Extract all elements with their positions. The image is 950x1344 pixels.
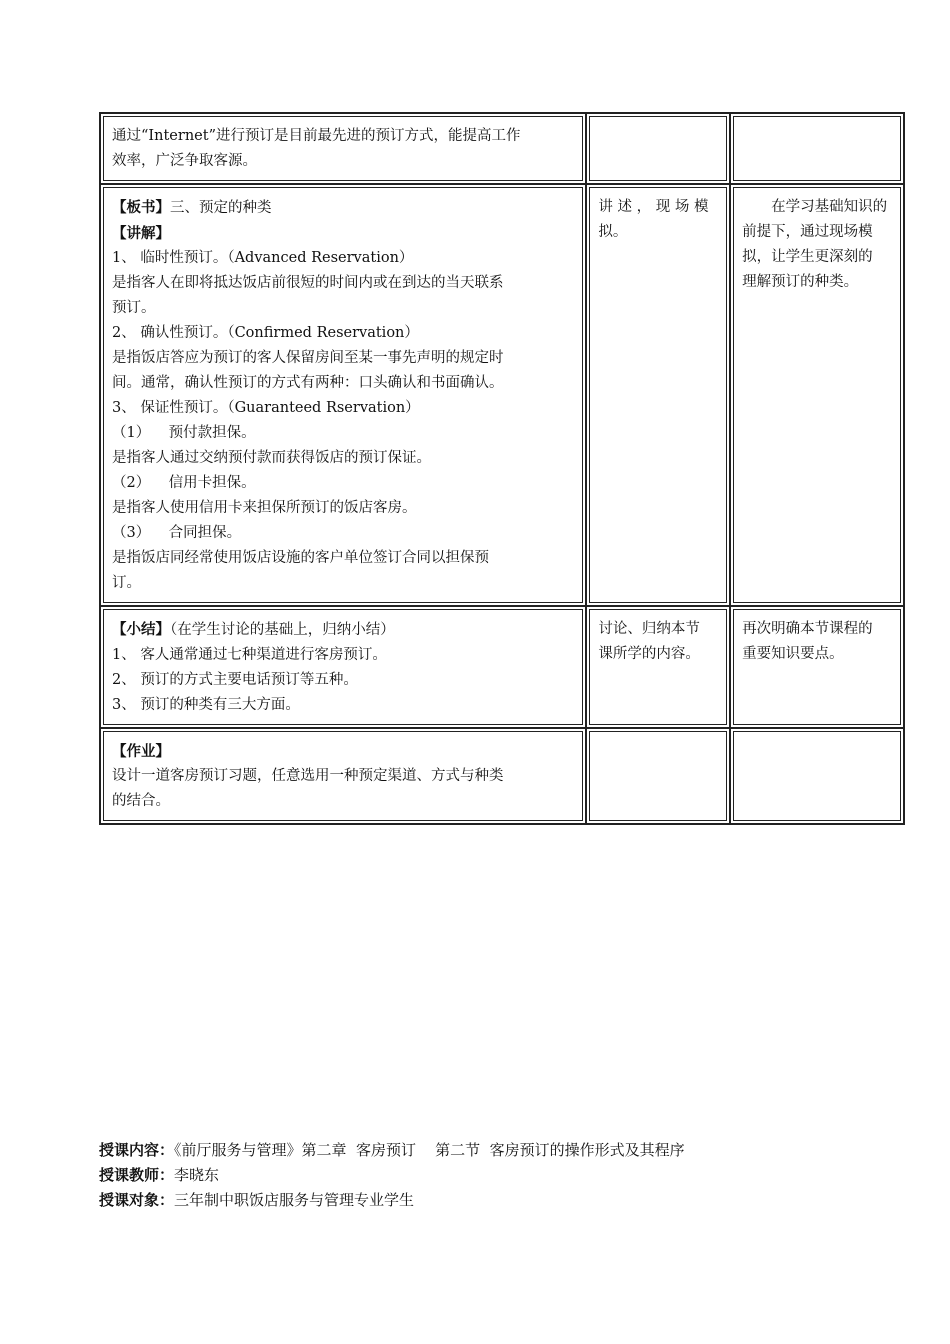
text-line: 课所学的内容。: [598, 646, 700, 662]
text-line: 是指客人使用信用卡来担保所预订的饭店客房。: [112, 500, 417, 516]
text-line: 讨论、归纳本节: [598, 621, 700, 637]
intent-cell: [730, 606, 904, 728]
intent-cell: [730, 113, 904, 184]
text-line: 1、 客人通常通过七种渠道进行客房预订。: [112, 647, 387, 663]
text-line: 预订。: [112, 300, 156, 316]
text-line: 订。: [112, 575, 141, 591]
text-line: 理解预订的种类。: [742, 274, 859, 290]
heading-text: 三、预定的种类: [170, 200, 272, 216]
text-line: 通过“Internet”进行预订是目前最先进的预订方式，能提高工作: [112, 128, 521, 144]
lesson-audience: [99, 1188, 685, 1213]
text-line: 3、 预订的种类有三大方面。: [112, 697, 300, 713]
text-line: 间。通常，确认性预订的方式有两种：口头确认和书面确认。: [112, 375, 504, 391]
sub-heading-tag: 【讲解】: [112, 225, 170, 242]
text-line: （1） 预付款担保。: [112, 425, 256, 441]
section-heading: [112, 617, 576, 643]
method-cell: [586, 606, 730, 728]
text-line: 2、 预订的方式主要电话预订等五种。: [112, 672, 358, 688]
text-line: 是指饭店答应为预订的客人保留房间至某一事先声明的规定时: [112, 350, 504, 366]
method-cell: [586, 184, 730, 606]
lesson-info: [99, 1138, 685, 1213]
text-line: 再次明确本节课程的: [742, 621, 873, 637]
content-value: 《前厅服务与管理》第二章 客房预订 第二节 客房预订的操作形式及其程序: [174, 1141, 685, 1159]
content-label: 授课内容：: [99, 1141, 175, 1159]
text-line: 在学习基础知识的: [771, 199, 888, 215]
content-cell: [100, 606, 586, 728]
teacher-label: 授课教师：: [99, 1166, 175, 1184]
content-cell: [100, 184, 586, 606]
heading-tag: 【小结】: [112, 621, 170, 638]
table-row: [100, 184, 904, 606]
audience-value: 三年制中职饭店服务与管理专业学生: [174, 1191, 415, 1209]
text-line: 前提下，通过现场模: [742, 224, 873, 240]
text-line: 1、 临时性预订。（Advanced Reservation）: [112, 250, 414, 266]
lesson-content: [99, 1138, 685, 1163]
text-line: 拟，让学生更深刻的: [742, 249, 873, 265]
content-cell: [100, 728, 586, 824]
text-line: 讲 述 ， 现 场 模: [598, 199, 709, 215]
method-cell: [586, 728, 730, 824]
heading-text: （在学生讨论的基础上，归纳小结）: [170, 622, 395, 638]
audience-label: 授课对象：: [99, 1191, 175, 1209]
content-cell: [100, 113, 586, 184]
section-heading: [112, 195, 576, 221]
text-line: 拟。: [598, 224, 628, 240]
text-line: 的结合。: [112, 793, 170, 809]
text-line: 设计一道客房预订习题，任意选用一种预定渠道、方式与种类: [112, 768, 504, 784]
section-heading: 【作业】: [112, 743, 170, 760]
heading-tag: 【板书】: [112, 199, 170, 216]
text-line: 重要知识要点。: [742, 646, 844, 662]
text-line: 3、 保证性预订。（Guaranteed Rservation）: [112, 400, 420, 416]
intent-cell: [730, 184, 904, 606]
lesson-teacher: [99, 1163, 685, 1188]
table-row: [100, 728, 904, 824]
text-line: （2） 信用卡担保。: [112, 475, 256, 491]
text-line: 效率，广泛争取客源。: [112, 153, 257, 169]
table-row: [100, 113, 904, 184]
method-cell: [586, 113, 730, 184]
text-line: 是指饭店同经常使用饭店设施的客户单位签订合同以担保预: [112, 550, 489, 566]
text-line: 是指客人通过交纳预付款而获得饭店的预订保证。: [112, 450, 431, 466]
lesson-plan-table: [99, 112, 905, 825]
text-line: 2、 确认性预订。（Confirmed Reservation）: [112, 325, 419, 341]
text-line: 是指客人在即将抵达饭店前很短的时间内或在到达的当天联系: [112, 275, 504, 291]
intent-cell: [730, 728, 904, 824]
teacher-value: 李晓东: [174, 1166, 220, 1184]
table-row: [100, 606, 904, 728]
text-line: （3） 合同担保。: [112, 525, 242, 541]
